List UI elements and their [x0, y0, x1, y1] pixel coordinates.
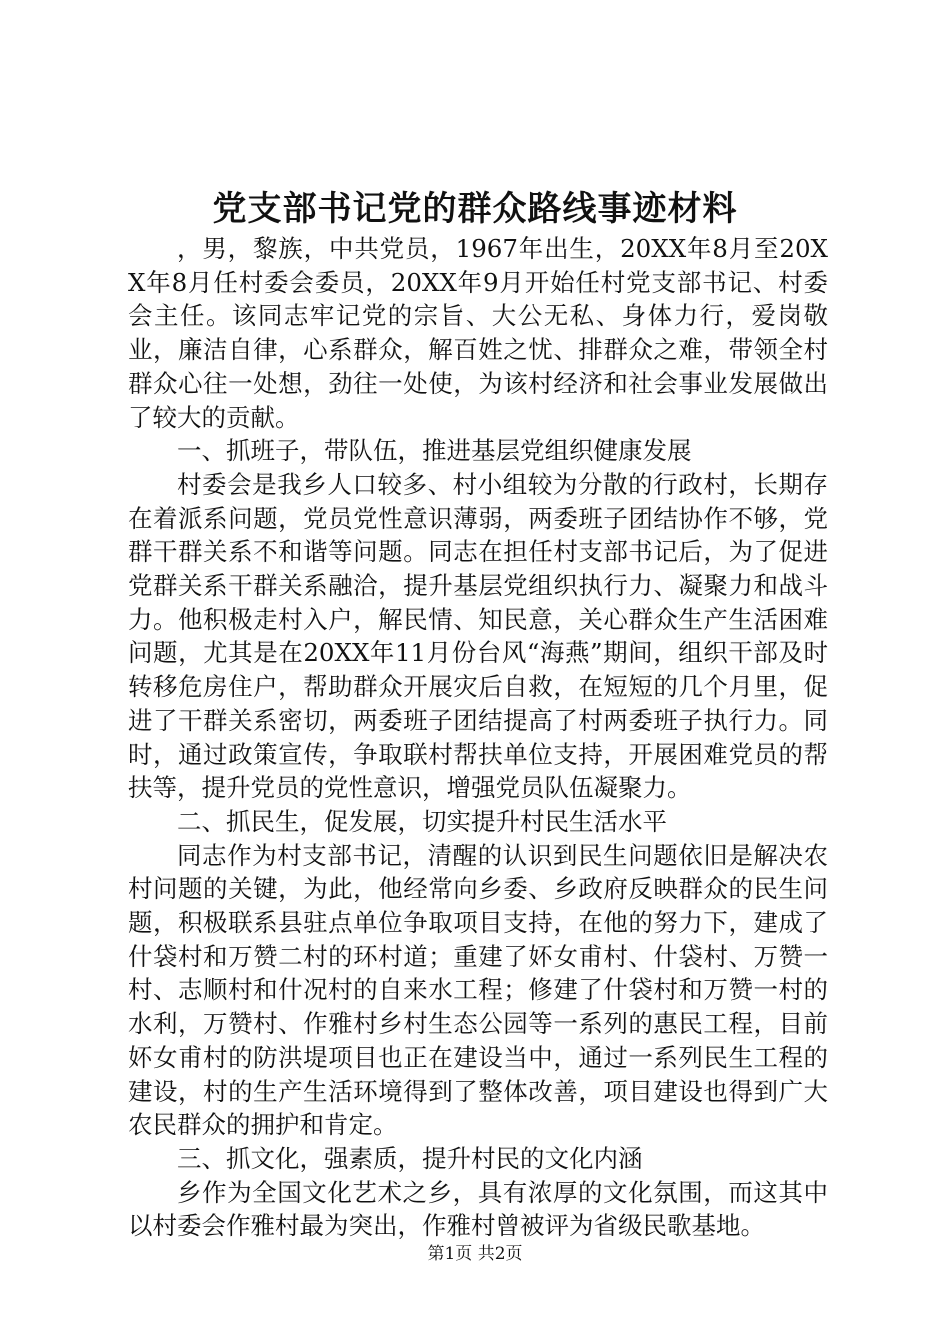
document-body	[128, 232, 828, 1243]
page-number-footer: 第1页 共2页	[427, 1244, 523, 1264]
section-paragraph-3: 乡作为全国文化艺术之乡，具有浓厚的文化氛围，而这其中以村委会作雅村最为突出，作雅村曾被评为省级民歌基地。	[128, 1177, 828, 1241]
document-title: 党支部书记党的群众路线事迹材料	[212, 189, 738, 229]
section-paragraph-2: 同志作为村支部书记，清醒的认识到民生问题依旧是解决农村问题的关键，为此，他经常向乡委、乡政府反映群众的民生问题，积极联系县驻点单位争取项目支持，在他的努力下，建成了什袋村和万赞二村的环村道；重建了妚女甫村、什袋村、万赞一村、志顺村和什况村的自来水工程；修建了什袋村和万赞一村的水利，万赞村、作雅村乡村生态公园等一系列的惠民工程，目前妚女甫村的防洪堤项目也正在建设当中，通过一系列民生工程的建设，村的生产生活环境得到了整体改善，项目建设也得到广大农民群众的拥护和肯定。	[128, 840, 828, 1140]
section-paragraph-1: 村委会是我乡人口较多、村小组较为分散的行政村，长期存在着派系问题，党员党性意识薄弱，两委班子团结协作不够，党群干群关系不和谐等问题。同志在担任村支部书记后，为了促进党群关系干群关系融洽，提升基层党组织执行力、凝聚力和战斗力。他积极走村入户，解民情、知民意，关心群众生产生活困难问题，尤其是在20XX年11月份台风“海燕”期间，组织干部及时转移危房住户，帮助群众开展灾后自救，在短短的几个月里，促进了干群关系密切，两委班子团结提高了村两委班子执行力。同时，通过政策宣传，争取联村帮扶单位支持，开展困难党员的帮扶等，提升党员的党性意识，增强党员队伍凝聚力。	[128, 469, 828, 803]
intro-paragraph: ，男，黎族，中共党员，1967年出生，20XX年8月至20XX年8月任村委会委员，20XX年9月开始任村党支部书记、村委会主任。该同志牢记党的宗旨、大公无私、身体力行，爱岗敬业，廉洁自律，心系群众，解百姓之忧、排群众之难，带领全村群众心往一处想，劲往一处使，为该村经济和社会事业发展做出了较大的贡献。	[128, 234, 828, 432]
section-heading-3: 三、抓文化，强素质，提升村民的文化内涵	[177, 1143, 643, 1173]
section-heading-2: 二、抓民生，促发展，切实提升村民生活水平	[177, 806, 667, 836]
section-heading-1: 一、抓班子，带队伍，推进基层党组织健康发展	[177, 436, 692, 466]
